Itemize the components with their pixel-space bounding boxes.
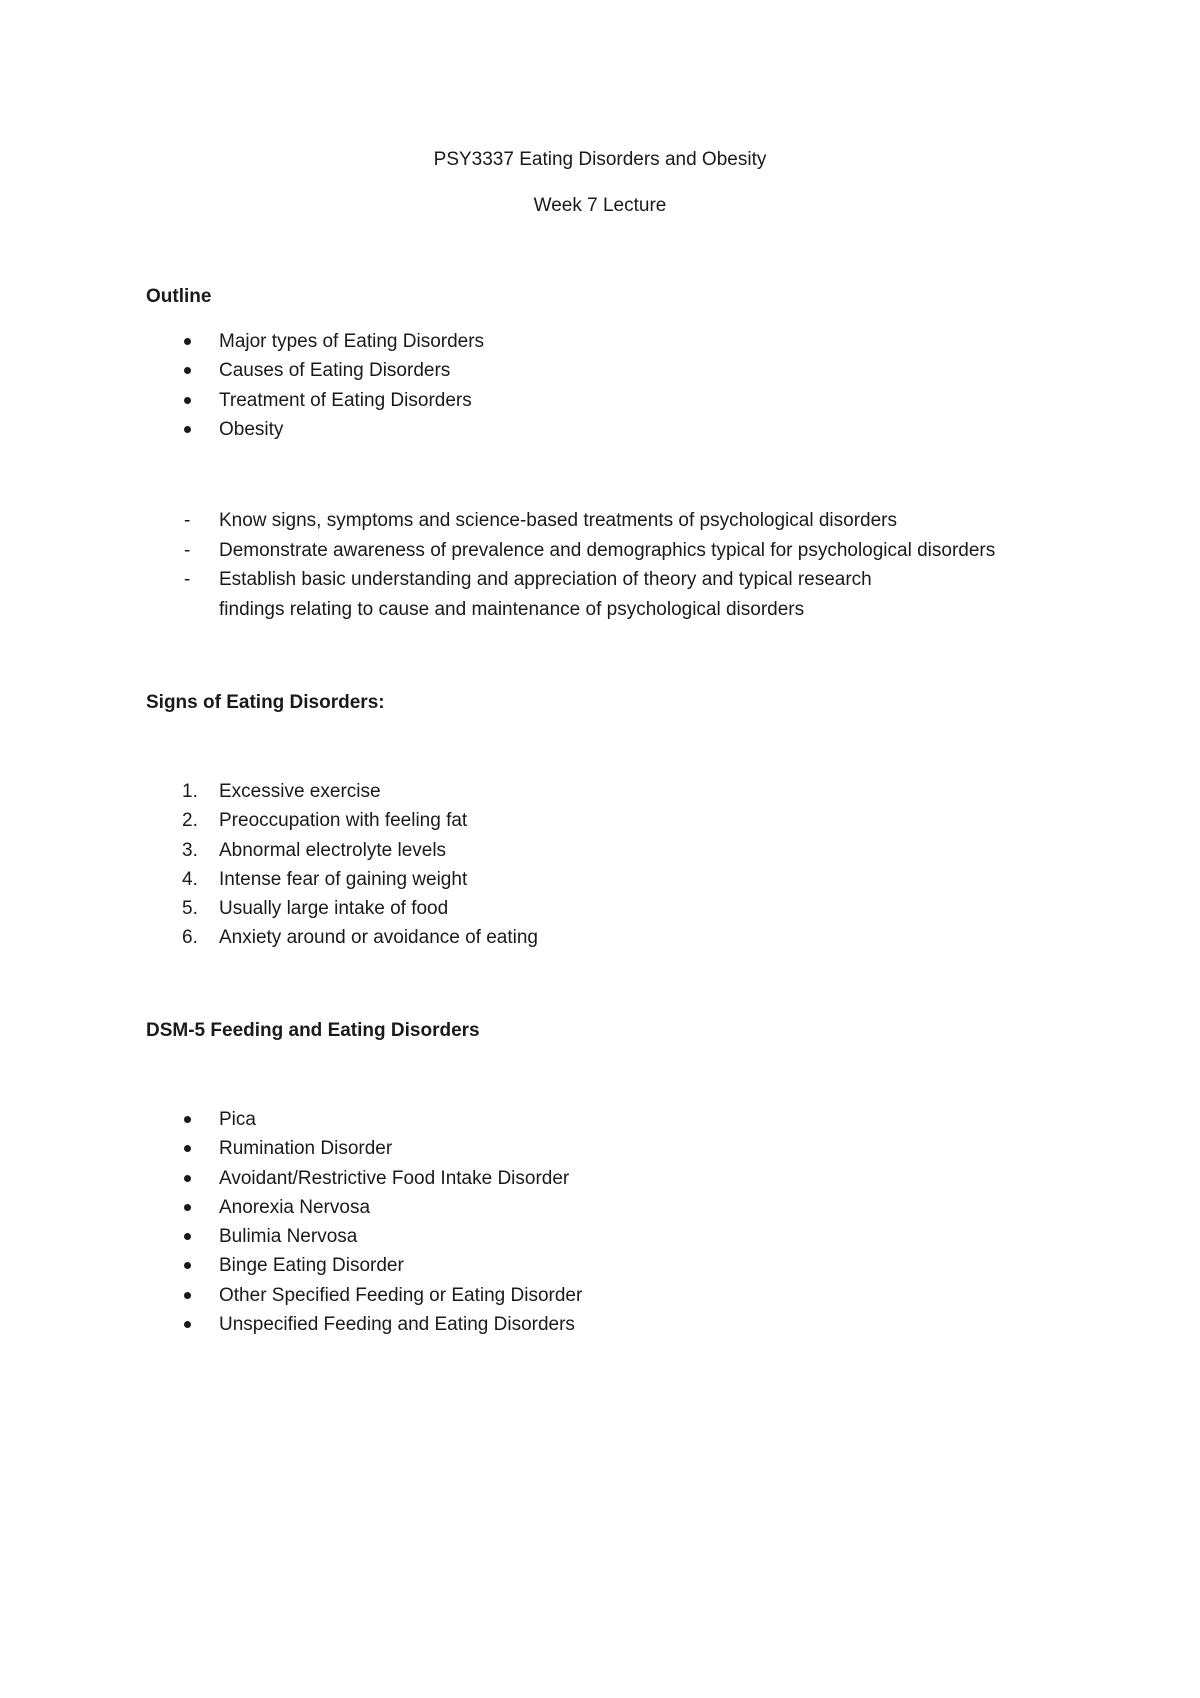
list-item <box>146 923 1106 952</box>
list-number: 3. <box>182 839 198 861</box>
list-item <box>146 536 1106 566</box>
list-item-text: Treatment of Eating Disorders <box>219 389 472 411</box>
list-item <box>146 1281 1106 1310</box>
list-item-text: Anxiety around or avoidance of eating <box>219 927 538 949</box>
list-item-text: Excessive exercise <box>219 781 381 802</box>
list-item <box>146 415 1106 444</box>
list-number: 4. <box>182 868 198 890</box>
list-item-text: Intense fear of gaining weight <box>219 868 468 890</box>
dsm-heading: DSM-5 Feeding and Eating Disorders <box>146 1020 480 1041</box>
list-item <box>146 506 1106 536</box>
dash-marker: - <box>184 569 191 590</box>
list-item <box>146 1222 1106 1251</box>
list-item-text: Rumination Disorder <box>219 1138 393 1160</box>
document-subtitle: Week 7 Lecture <box>533 195 667 216</box>
list-item-text: Anorexia Nervosa <box>219 1196 371 1218</box>
list-number: 6. <box>182 927 198 949</box>
signs-heading: Signs of Eating Disorders: <box>146 692 385 713</box>
dash-marker: - <box>184 510 191 531</box>
list-item-text: Know signs, symptoms and science-based treatments of psychological disorders <box>219 510 897 531</box>
list-item <box>146 806 1106 835</box>
list-item-text: Abnormal electrolyte levels <box>219 839 447 861</box>
list-item <box>146 1134 1106 1163</box>
dsm-list <box>146 1105 1106 1339</box>
list-item <box>146 1251 1106 1280</box>
list-item-text: Other Specified Feeding or Eating Disorder <box>219 1284 583 1306</box>
list-item <box>146 565 1106 624</box>
list-item <box>146 1310 1106 1339</box>
list-item-text: Binge Eating Disorder <box>219 1255 404 1277</box>
list-number: 5. <box>182 898 198 920</box>
outline-heading: Outline <box>146 286 212 307</box>
list-item-text: Pica <box>219 1109 256 1130</box>
list-item <box>146 386 1106 415</box>
dash-marker: - <box>184 539 191 561</box>
list-item <box>146 894 1106 923</box>
list-item-text: Establish basic understanding and appreciation of theory and typical research findings relating to cause and maintenance of psychological disorders <box>219 569 872 620</box>
list-number: 1. <box>182 781 198 802</box>
list-item-text: Causes of Eating Disorders <box>219 360 451 382</box>
signs-list <box>146 777 1106 953</box>
list-item-text: Unspecified Feeding and Eating Disorders <box>219 1314 575 1336</box>
list-item-text: Usually large intake of food <box>219 898 449 920</box>
list-item-text: Obesity <box>219 418 284 440</box>
list-item <box>146 836 1106 865</box>
list-item <box>146 1193 1106 1222</box>
list-item <box>146 1164 1106 1193</box>
list-item-text: Bulimia Nervosa <box>219 1226 358 1248</box>
list-item <box>146 1105 1106 1134</box>
list-item <box>146 356 1106 385</box>
list-item <box>146 327 1106 356</box>
document-title: PSY3337 Eating Disorders and Obesity <box>433 149 767 170</box>
list-item <box>146 865 1106 894</box>
list-number: 2. <box>182 810 198 832</box>
list-item-text: Demonstrate awareness of prevalence and demographics typical for psychological disorders <box>219 539 996 561</box>
outline-list <box>146 327 1106 444</box>
objectives-list <box>146 506 1106 624</box>
list-item-text: Major types of Eating Disorders <box>219 331 485 352</box>
list-item <box>146 777 1106 806</box>
list-item-text: Preoccupation with feeling fat <box>219 810 468 832</box>
list-item-text: Avoidant/Restrictive Food Intake Disorder <box>219 1167 570 1189</box>
